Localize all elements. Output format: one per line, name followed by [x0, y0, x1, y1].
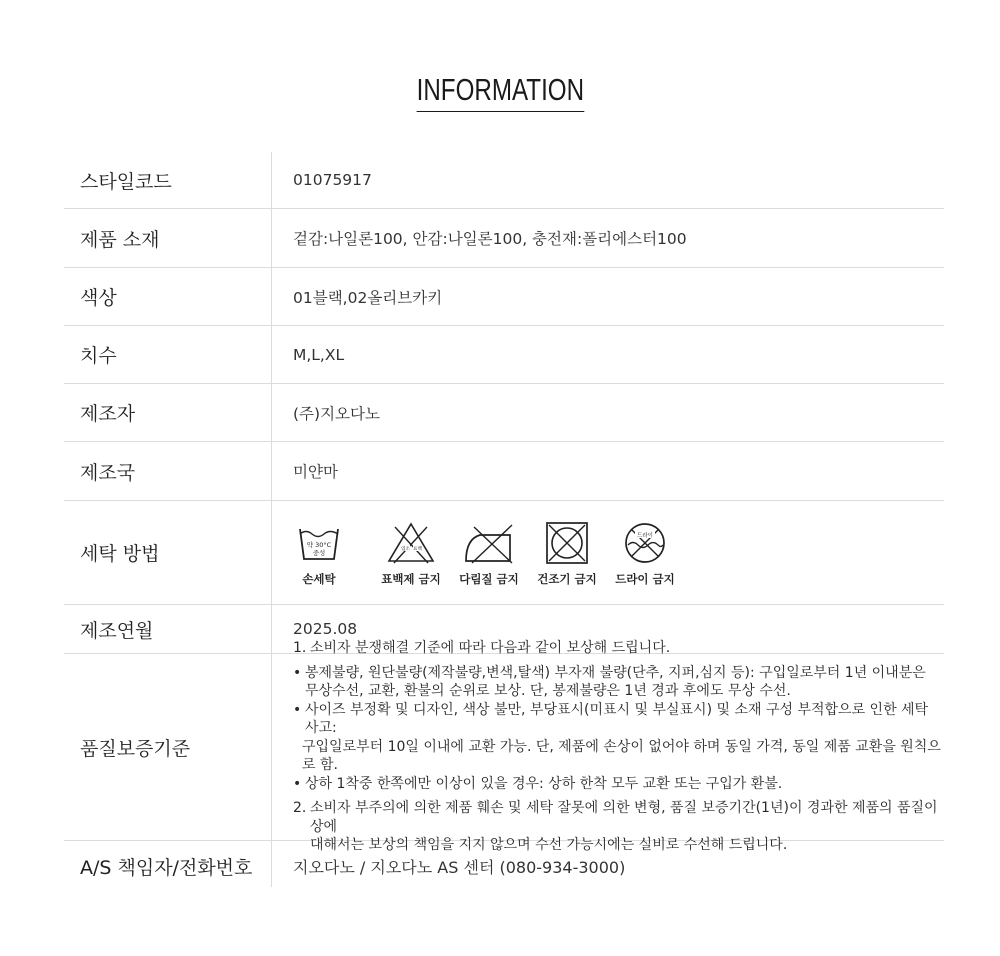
icon-text: 중성 [312, 548, 326, 557]
row-size [64, 326, 944, 384]
row-value: 2025.08 [293, 620, 358, 638]
care-no-tumble-dry [528, 521, 606, 587]
row-label: 치수 [64, 326, 272, 383]
item-text: 소비자 분쟁해결 기준에 따라 다음과 같이 보상해 드립니다. [310, 640, 671, 657]
row-value: (주)지오다노 [293, 404, 380, 423]
item-text-cont: 대해서는 보상의 책임을 지지 않으며 수선 가능시에는 실비로 수선해 드립니다. [310, 837, 788, 854]
icon-text: 약 30°C [306, 540, 332, 549]
quality-item [293, 799, 944, 836]
row-as [64, 841, 944, 887]
care-label: 다림질 금지 [459, 571, 519, 586]
row-label: 제조연월 [64, 605, 272, 653]
bullet-text: 봉제불량, 원단불량(제작불량,변색,탈색) 부자재 불량(단추, 지퍼,심지 등): 구입일로부터 1년 이내분은 [305, 664, 926, 681]
row-value: 01블랙,02올리브카키 [293, 288, 443, 307]
quality-bullet [293, 664, 926, 683]
row-label: A/S 책임자/전화번호 [64, 841, 272, 887]
row-style-code [64, 152, 944, 209]
care-label: 드라이 금지 [615, 571, 675, 586]
no-dry-clean-icon [622, 521, 668, 565]
page-title: INFORMATION [416, 72, 583, 112]
care-no-iron [450, 521, 528, 587]
bullet: • [293, 701, 302, 718]
hand-wash-icon [296, 521, 342, 565]
row-value [272, 501, 944, 604]
row-value: 겉감:나일론100, 안감:나일론100, 충전재:폴리에스터100 [293, 230, 687, 248]
row-label: 품질보증기준 [64, 654, 272, 840]
row-label: 세탁 방법 [64, 501, 272, 604]
icon-text: 염소 [401, 546, 410, 552]
quality-text [272, 640, 944, 854]
row-material [64, 209, 944, 268]
bullet-text-cont: 무상수선, 교환, 환불의 순위로 보상. 단, 봉제불량은 1년 경과 후에도 무상 수선. [305, 683, 791, 700]
row-label: 스타일코드 [64, 152, 272, 208]
page-title-wrap [0, 72, 1000, 112]
bullet-text: 사이즈 부정확 및 디자인, 색상 불만, 부당표시(미표시 및 부실표시) 및 소재 구성 부적합으로 인한 세탁 사고: [305, 701, 929, 737]
care-label: 건조기 금지 [537, 571, 597, 586]
no-bleach-icon [386, 521, 436, 565]
row-label: 색상 [64, 268, 272, 325]
row-washing [64, 501, 944, 605]
row-label: 제조국 [64, 442, 272, 500]
row-value: M,L,XL [293, 345, 345, 364]
bullet: • [293, 664, 302, 681]
bullet: • [293, 775, 302, 792]
row-value: 지오다노 / 지오다노 AS 센터 (080-934-3000) [293, 857, 626, 877]
row-value: 미얀마 [293, 463, 338, 481]
product-info-table [64, 152, 944, 887]
row-value: 01075917 [293, 171, 372, 189]
care-icons [280, 519, 684, 587]
care-no-bleach [372, 521, 450, 587]
row-maker [64, 384, 944, 442]
row-country [64, 442, 944, 501]
icon-text: 표백 [413, 546, 422, 552]
quality-bullet [293, 775, 782, 794]
item-number: 2. [293, 800, 307, 817]
row-label: 제조자 [64, 384, 272, 441]
no-iron-icon [462, 521, 516, 565]
care-no-dry-clean [606, 521, 684, 587]
bullet-text: 상하 1착중 한쪽에만 이상이 있을 경우: 상하 한착 모두 교환 또는 구입가 환불. [305, 775, 783, 792]
item-text: 소비자 부주의에 의한 제품 훼손 및 세탁 잘못에 의한 변형, 품질 보증기간(1년)이 경과한 제품의 품질이상에 [310, 800, 938, 835]
care-label: 손세탁 [302, 571, 336, 586]
row-color [64, 268, 944, 326]
row-quality [64, 640, 944, 854]
no-tumble-dry-icon [544, 521, 590, 565]
icon-text: 드라이 [637, 532, 653, 539]
quality-item [293, 639, 670, 658]
care-hand-wash [280, 521, 358, 587]
row-label: 제품 소재 [64, 209, 272, 267]
quality-bullet [293, 701, 944, 738]
care-label: 표백제 금지 [381, 571, 441, 586]
bullet-text-cont: 구입일로부터 10일 이내에 교환 가능. 단, 제품에 손상이 없어야 하며 동일 가격, 동일 제품 교환을 원칙으로 함. [302, 738, 941, 774]
item-number: 1. [293, 640, 307, 657]
